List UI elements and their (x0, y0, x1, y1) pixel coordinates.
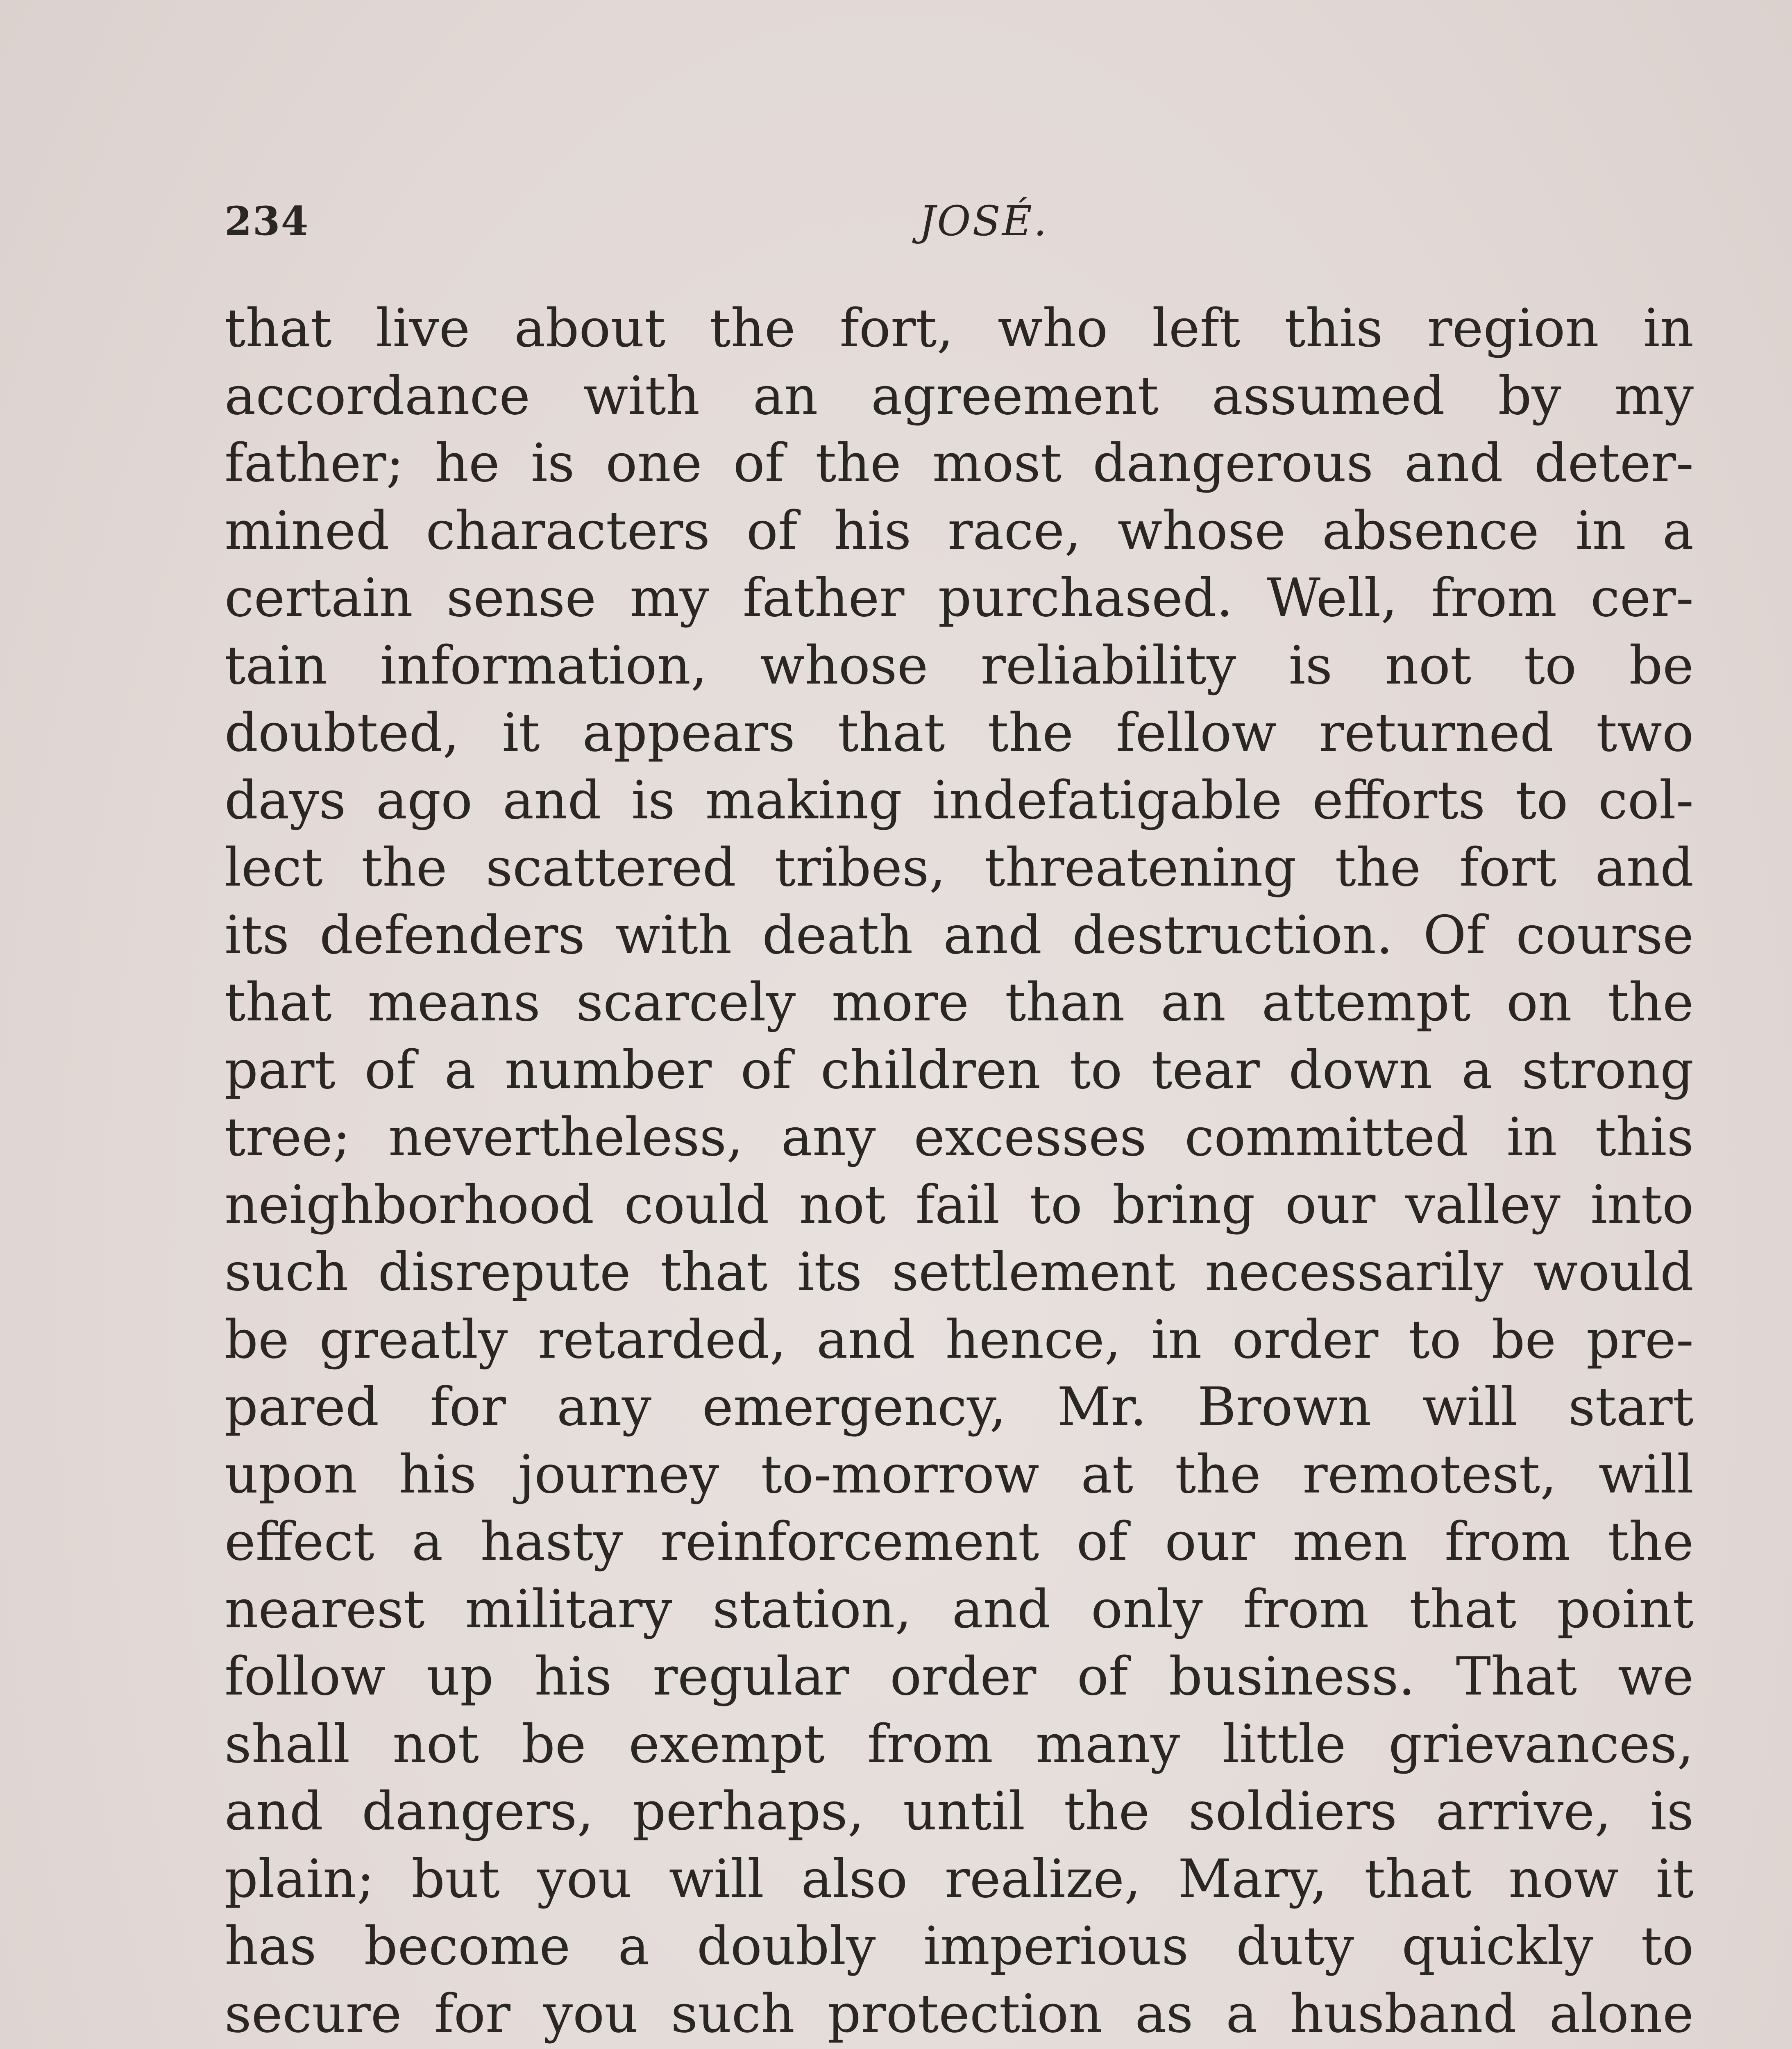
body-text (225, 295, 1694, 2049)
text-line: tree; nevertheless, any excesses committed in this (225, 1107, 1694, 1168)
text-line: pared for any emergency, Mr. Brown will start (225, 1377, 1694, 1438)
text-line: lect the scattered tribes, threatening the fort and (225, 837, 1694, 898)
text-line: days ago and is making indefatigable efforts to col- (225, 770, 1694, 831)
text-line: has become a doubly imperious duty quickly to (225, 1916, 1694, 1977)
text-line: its defenders with death and destruction. Of course (225, 904, 1694, 966)
text-line: such disrepute that its settlement necessarily would (225, 1242, 1694, 1303)
text-line: and dangers, perhaps, until the soldiers arrive, is (225, 1781, 1694, 1842)
text-line: certain sense my father purchased. Well, from cer- (225, 568, 1694, 629)
running-title: JOSÉ. (919, 197, 1048, 245)
text-line: part of a number of children to tear down a strong (225, 1039, 1694, 1101)
text-line: shall not be exempt from many little grievances, (225, 1713, 1694, 1775)
text-line: neighborhood could not fail to bring our valley into (225, 1174, 1694, 1236)
text-line: that means scarcely more than an attempt on the (225, 972, 1694, 1033)
text-line: doubted, it appears that the fellow returned two (225, 702, 1694, 763)
text-line: upon his journey to-morrow at the remotest, will (225, 1444, 1694, 1505)
text-line: be greatly retarded, and hence, in order to be pre- (225, 1309, 1694, 1370)
text-line: accordance with an agreement assumed by my (225, 365, 1694, 427)
text-line: father; he is one of the most dangerous and deter- (225, 433, 1694, 494)
text-line: secure for you such protection as a husband alone (225, 1983, 1694, 2044)
text-line: effect a hasty reinforcement of our men from the (225, 1511, 1694, 1572)
text-line: plain; but you will also realize, Mary, that now it (225, 1848, 1694, 1910)
text-line: nearest military station, and only from that point (225, 1579, 1694, 1640)
text-line: tain information, whose reliability is not to be (225, 635, 1694, 696)
text-line: mined characters of his race, whose absence in a (225, 500, 1694, 561)
page-number: 234 (225, 198, 309, 244)
text-line: follow up his regular order of business. That we (225, 1646, 1694, 1707)
running-head (225, 193, 1694, 250)
text-line: that live about the fort, who left this region in (225, 298, 1694, 359)
